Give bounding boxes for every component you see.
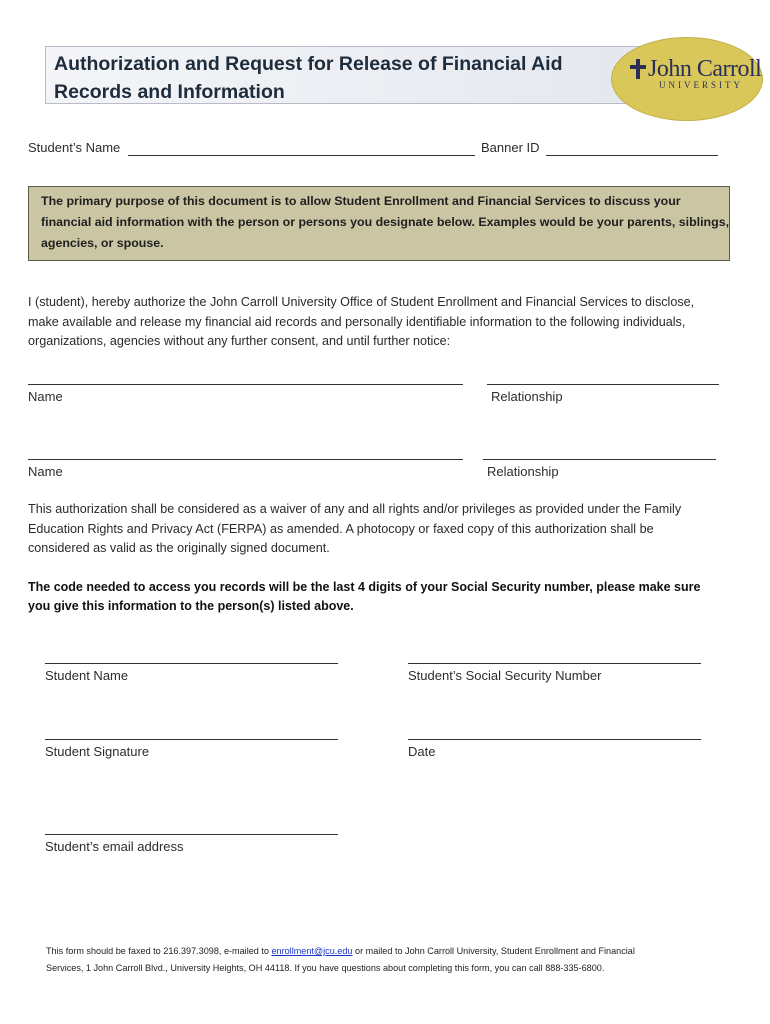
ferpa-waiver-paragraph: This authorization shall be considered as a waiver of any and all rights and/or privileges as provided under the Family Education Rights and Privacy Act (FERPA) as amended. A photocopy or faxed copy of this authorization shall be considered as valid as the originally signed document. [28,502,682,555]
designee-2-name-label: Name [28,464,63,479]
page-title [54,50,614,106]
cross-icon [628,58,648,80]
student-email-label: Student’s email address [45,839,184,854]
date-label: Date [408,744,436,759]
designee-2-relationship-label: Relationship [487,464,559,479]
title-line-2: Records and Information [54,81,285,103]
enrollment-email-link[interactable]: enrollment@jcu.edu [271,946,353,956]
student-email-field[interactable] [45,834,338,835]
student-name-sign-label: Student Name [45,668,129,683]
designee-1-relationship-label: Relationship [491,389,563,404]
designee-1-name-field[interactable] [28,384,463,385]
authorization-paragraph: I (student), hereby authorize the John Carroll University Office of Student Enrollment and Financial Services to disclose, make available and release my financial aid records and personally identifiable information to the following individuals, organizations, agencies without any further consent, and until further notice: [28,295,695,348]
logo-subtext: UNIVERSITY [659,80,743,90]
footer-text-b: or mailed to John Carroll University, Student Enrollment and Financial [352,946,635,956]
student-name-label: Student’s Name [28,140,121,155]
footer-line-2: Services, 1 John Carroll Blvd., University Heights, OH 44118. If you have questions about completing this form, you can call 888-335-6800. [46,963,605,973]
ssn-code-notice: The code needed to access you records will be the last 4 digits of your Social Security number, please make sure you give this information to the person(s) listed above. [28,580,701,613]
footer-line-1 [46,943,635,960]
ssn-label: Student’s Social Security Number [408,668,602,683]
logo-wordmark: John Carroll [648,56,762,82]
purpose-notice-text: The primary purpose of this document is to allow Student Enrollment and Financial Services to discuss your financial aid information with the person or persons you designate below. Examples would be your parents, siblings, agencies, or spouse. [41,194,730,250]
ssn-field[interactable] [408,663,701,664]
banner-id-field[interactable] [546,155,718,156]
footer-text-a: This form should be faxed to 216.397.3098, e-mailed to [46,946,272,956]
student-signature-label: Student Signature [45,744,150,759]
title-line-1: Authorization and Request for Release of Financial Aid [54,53,563,75]
student-signature-field[interactable] [45,739,338,740]
student-name-field[interactable] [128,155,475,156]
designee-1-name-label: Name [28,389,63,404]
banner-id-label: Banner ID [481,140,540,155]
designee-1-relationship-field[interactable] [487,384,719,385]
date-field[interactable] [408,739,701,740]
student-name-sign-field[interactable] [45,663,338,664]
designee-2-name-field[interactable] [28,459,463,460]
designee-2-relationship-field[interactable] [483,459,716,460]
